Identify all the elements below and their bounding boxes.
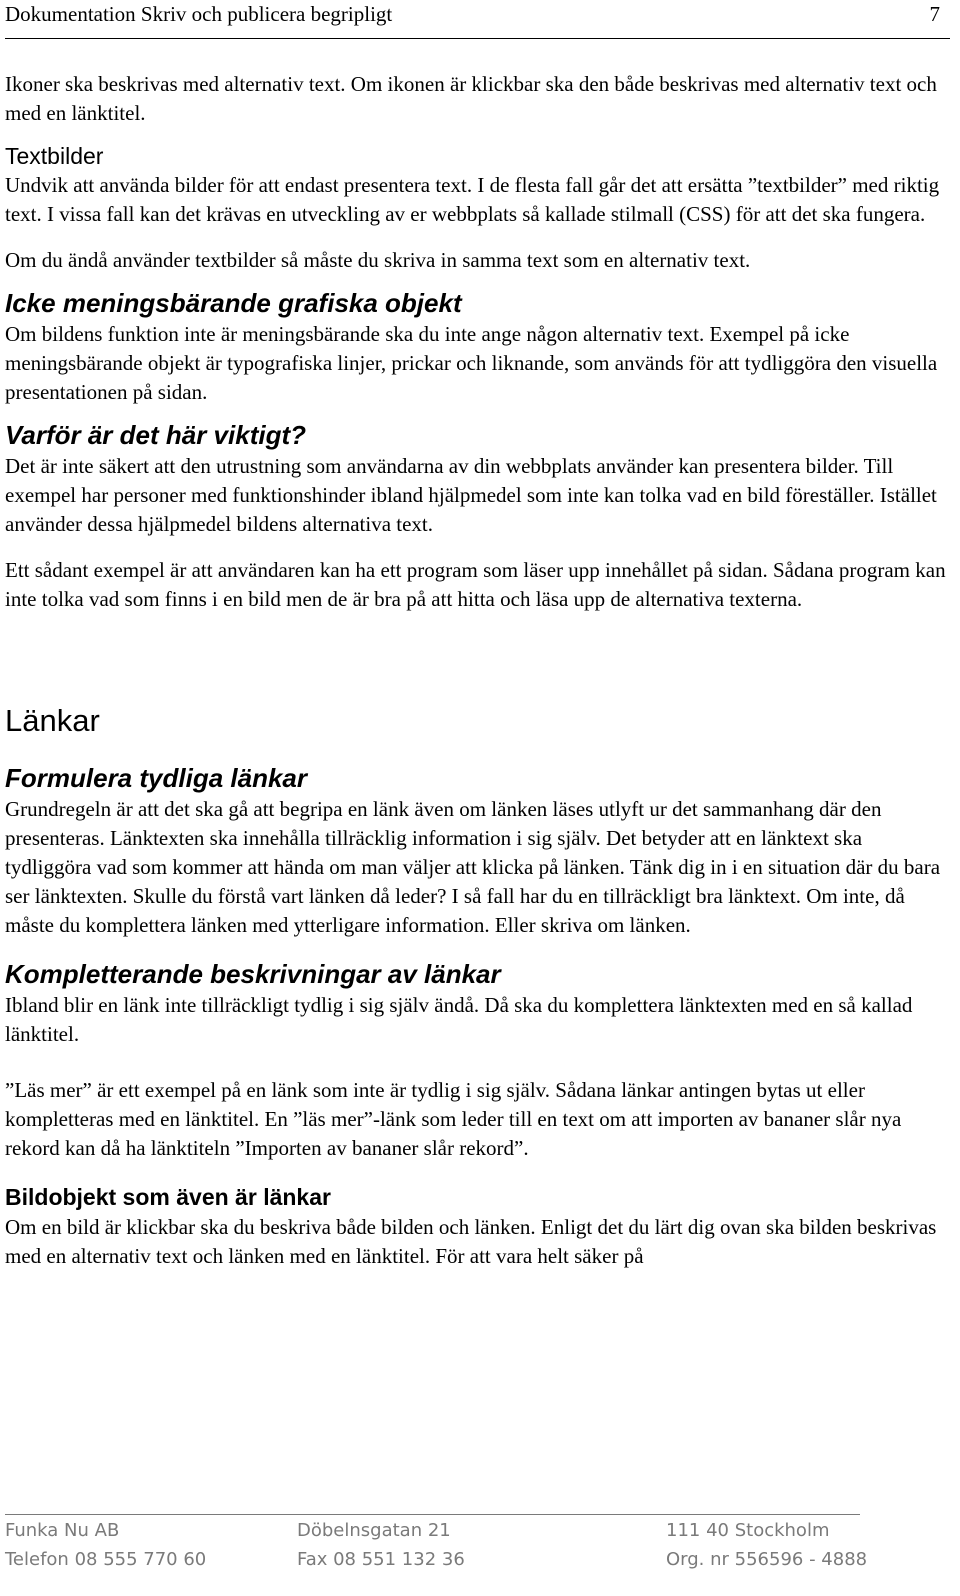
- paragraph-textbilder: Undvik att använda bilder för att endast presentera text. I de flesta fall går det att ersätta ”textbilder” med riktig text. I vissa fall kan det krävas en utveckling av er webbplats så kallade stilmall (CSS) för att det ska fungera.: [5, 173, 940, 226]
- footer-street: Döbelnsgatan 21: [297, 1520, 451, 1541]
- footer-fax: Fax 08 551 132 36: [297, 1549, 465, 1570]
- paragraph-icke-meningsbarande: Om bildens funktion inte är meningsbärande ska du inte ange någon alternativ text. Exempel på icke meningsbärande objekt är typografiska linjer, prickar och liknande, som används för att tydliggöra den visuella presentationen på sidan.: [5, 322, 938, 404]
- paragraph-formulera-lankar: Grundregeln är att det ska gå att begripa en länk även om länken läses utlyft ur det sammanhang där den presenteras. Länktexten ska innehålla tillräcklig information i sig själv. Det betyder att en länktext ska tydliggöra vad som kommer att hända om man väljer att klicka på länken. Tänk dig in i en situation där du bara ser länktexten. Skulle du förstå vart länken då leder? I så fall har du en tillräckligt bra länktext. Om inte, då måste du komplettera länken med ytterligare information. Eller skriva om länken.: [5, 797, 941, 937]
- paragraph-icons: Ikoner ska beskrivas med alternativ text. Om ikonen är klickbar ska den både beskrivas med alternativ text och med en länktitel.: [5, 72, 937, 125]
- heading-formulera-lankar: Formulera tydliga länkar: [5, 763, 307, 793]
- heading-icke-meningsbarande: Icke meningsbärande grafiska objekt: [5, 288, 462, 318]
- page-footer: [5, 1516, 950, 1574]
- paragraph-textbilder-alt: Om du ändå använder textbilder så måste du skriva in samma text som en alternativ text.: [5, 248, 751, 272]
- paragraph-varfor-2: Ett sådant exempel är att användaren kan ha ett program som läser upp innehållet på sidan. Sådana program kan inte tolka vad som finns i en bild men de är bra på att hitta och läsa upp de alternativa texterna.: [5, 558, 946, 611]
- page-header: [5, 0, 950, 39]
- heading-lankar: Länkar: [5, 703, 100, 738]
- page-content: [5, 70, 950, 1271]
- footer-city: 111 40 Stockholm: [666, 1520, 830, 1541]
- page-number: 7: [929, 2, 940, 26]
- heading-kompletterande: Kompletterande beskrivningar av länkar: [5, 959, 501, 989]
- heading-textbilder: Textbilder: [5, 143, 104, 169]
- header-title: Dokumentation Skriv och publicera begripligt: [5, 2, 393, 26]
- paragraph-kompletterande-1: Ibland blir en länk inte tillräckligt tydlig i sig själv ändå. Då ska du komplettera länktexten med en så kallad länktitel.: [5, 993, 913, 1046]
- heading-varfor: Varför är det här viktigt?: [5, 420, 306, 450]
- footer-company: Funka Nu AB: [5, 1520, 120, 1541]
- paragraph-bildobjekt: Om en bild är klickbar ska du beskriva både bilden och länken. Enligt det du lärt dig ovan ska bilden beskrivas med en alternativ text och länken med en länktitel. För att vara helt säker på: [5, 1215, 937, 1268]
- footer-org: Org. nr 556596 - 4888: [666, 1549, 868, 1570]
- paragraph-varfor-1: Det är inte säkert att den utrustning som användarna av din webbplats använder kan presentera bilder. Till exempel har personer med funktionshinder ibland hjälpmedel som inte kan tolka vad en bild föreställer. Istället använder dessa hjälpmedel bildens alternativa text.: [5, 454, 937, 536]
- paragraph-kompletterande-2: ”Läs mer” är ett exempel på en länk som inte är tydlig i sig själv. Sådana länkar antingen bytas ut eller kompletteras med en länktitel. En ”läs mer”-länk som leder till en text om att importen av bananer slår nya rekord kan då ha länktiteln ”Importen av bananer slår rekord”.: [5, 1078, 902, 1160]
- heading-bildobjekt: Bildobjekt som även är länkar: [5, 1184, 331, 1210]
- footer-divider: [5, 1514, 860, 1515]
- footer-phone: Telefon 08 555 770 60: [5, 1549, 207, 1570]
